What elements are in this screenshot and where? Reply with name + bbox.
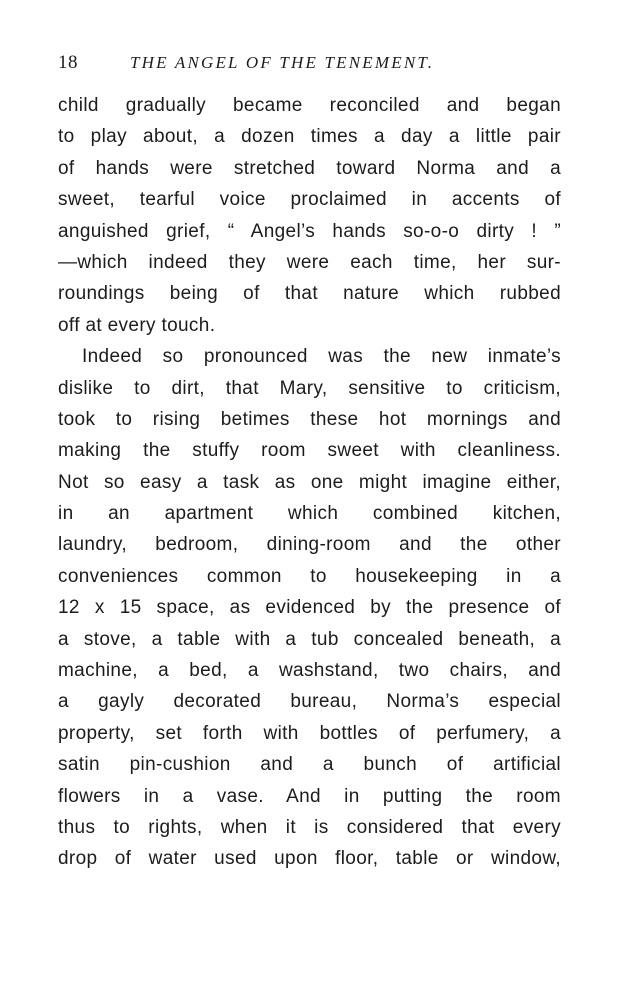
text-line: conveniences common to housekeeping in a [58, 565, 561, 587]
text-line: to play about, a dozen times a day a little pair [58, 126, 561, 148]
text-line: Not so easy a task as one might imagine either, [58, 471, 561, 493]
text-line: dislike to dirt, that Mary, sensitive to criticism, [58, 377, 561, 399]
page-header [58, 52, 561, 82]
text-line: drop of water used upon floor, table or window, [58, 848, 561, 870]
paragraph-1 [58, 90, 561, 341]
text-line: in an apartment which combined kitchen, [58, 503, 561, 525]
text-line: anguished grief, “ Angel’s hands so-o-o dirty ! ” [58, 220, 561, 242]
text-line: making the stuffy room sweet with cleanliness. [58, 440, 561, 462]
text-line: thus to rights, when it is considered that every [58, 816, 561, 838]
text-line: —which indeed they were each time, her sur- [58, 251, 561, 273]
text-line: a gayly decorated bureau, Norma’s especial [58, 691, 561, 713]
text-line: satin pin-cushion and a bunch of artificial [58, 754, 561, 776]
text-line: took to rising betimes these hot mornings and [58, 408, 561, 430]
text-line: roundings being of that nature which rubbed [58, 283, 561, 305]
running-title: THE ANGEL OF THE TENEMENT. [130, 53, 435, 72]
text-line: machine, a bed, a washstand, two chairs, and [58, 660, 561, 682]
body-text [58, 90, 561, 875]
text-line: off at every touch. [58, 314, 216, 336]
text-line: 12 x 15 space, as evidenced by the presence of [58, 597, 561, 619]
text-line: flowers in a vase. And in putting the room [58, 785, 561, 807]
text-line: child gradually became reconciled and began [58, 95, 561, 116]
book-page [58, 52, 561, 875]
text-line: Indeed so pronounced was the new inmate’s [82, 346, 561, 368]
text-line: property, set forth with bottles of perfumery, a [58, 722, 561, 744]
text-line: of hands were stretched toward Norma and a [58, 157, 561, 179]
text-line: laundry, bedroom, dining-room and the other [58, 534, 561, 556]
text-line: sweet, tearful voice proclaimed in accents of [58, 189, 561, 211]
text-line: a stove, a table with a tub concealed beneath, a [58, 628, 561, 650]
page-number: 18 [58, 52, 78, 73]
paragraph-2 [58, 341, 561, 875]
